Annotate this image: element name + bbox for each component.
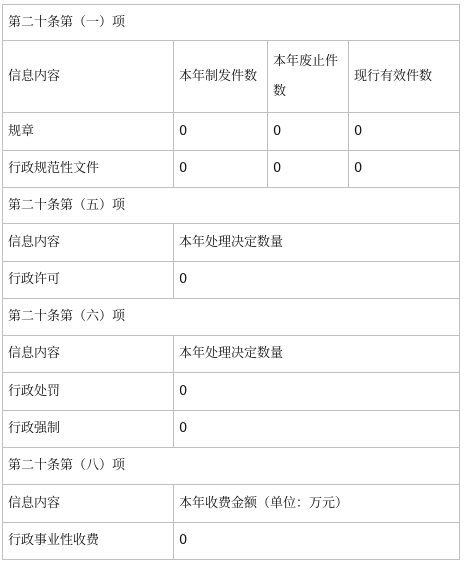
header-repealed-count: 本年废止件数 bbox=[268, 41, 349, 113]
row-value: 0 bbox=[174, 151, 268, 188]
header-valid-count: 现行有效件数 bbox=[349, 41, 460, 113]
row-value: 0 bbox=[349, 113, 460, 151]
header-info-content: 信息内容 bbox=[2, 224, 174, 262]
section-title: 第二十条第（六）项 bbox=[2, 299, 460, 336]
row-value: 0 bbox=[174, 262, 460, 299]
section-title: 第二十条第（五）项 bbox=[2, 188, 460, 224]
row-value: 0 bbox=[349, 151, 460, 188]
row-value: 0 bbox=[268, 113, 349, 151]
row-label: 行政许可 bbox=[2, 262, 174, 299]
row-value: 0 bbox=[174, 523, 460, 560]
row-label: 行政处罚 bbox=[2, 373, 174, 411]
header-info-content: 信息内容 bbox=[2, 336, 174, 373]
row-value: 0 bbox=[174, 113, 268, 151]
header-fee-amount: 本年收费金额（单位：万元） bbox=[174, 485, 460, 523]
row-value: 0 bbox=[268, 151, 349, 188]
section-title: 第二十条第（一）项 bbox=[2, 4, 460, 41]
row-label: 行政事业性收费 bbox=[2, 523, 174, 560]
row-label: 行政强制 bbox=[2, 411, 174, 448]
row-value: 0 bbox=[174, 373, 460, 411]
section-title: 第二十条第（八）项 bbox=[2, 448, 460, 485]
row-label: 行政规范性文件 bbox=[2, 151, 174, 188]
header-decision-count: 本年处理决定数量 bbox=[174, 336, 460, 373]
row-value: 0 bbox=[174, 411, 460, 448]
header-info-content: 信息内容 bbox=[2, 485, 174, 523]
header-issued-count: 本年制发件数 bbox=[174, 41, 268, 113]
header-info-content: 信息内容 bbox=[2, 41, 174, 113]
row-label: 规章 bbox=[2, 113, 174, 151]
header-decision-count: 本年处理决定数量 bbox=[174, 224, 460, 262]
